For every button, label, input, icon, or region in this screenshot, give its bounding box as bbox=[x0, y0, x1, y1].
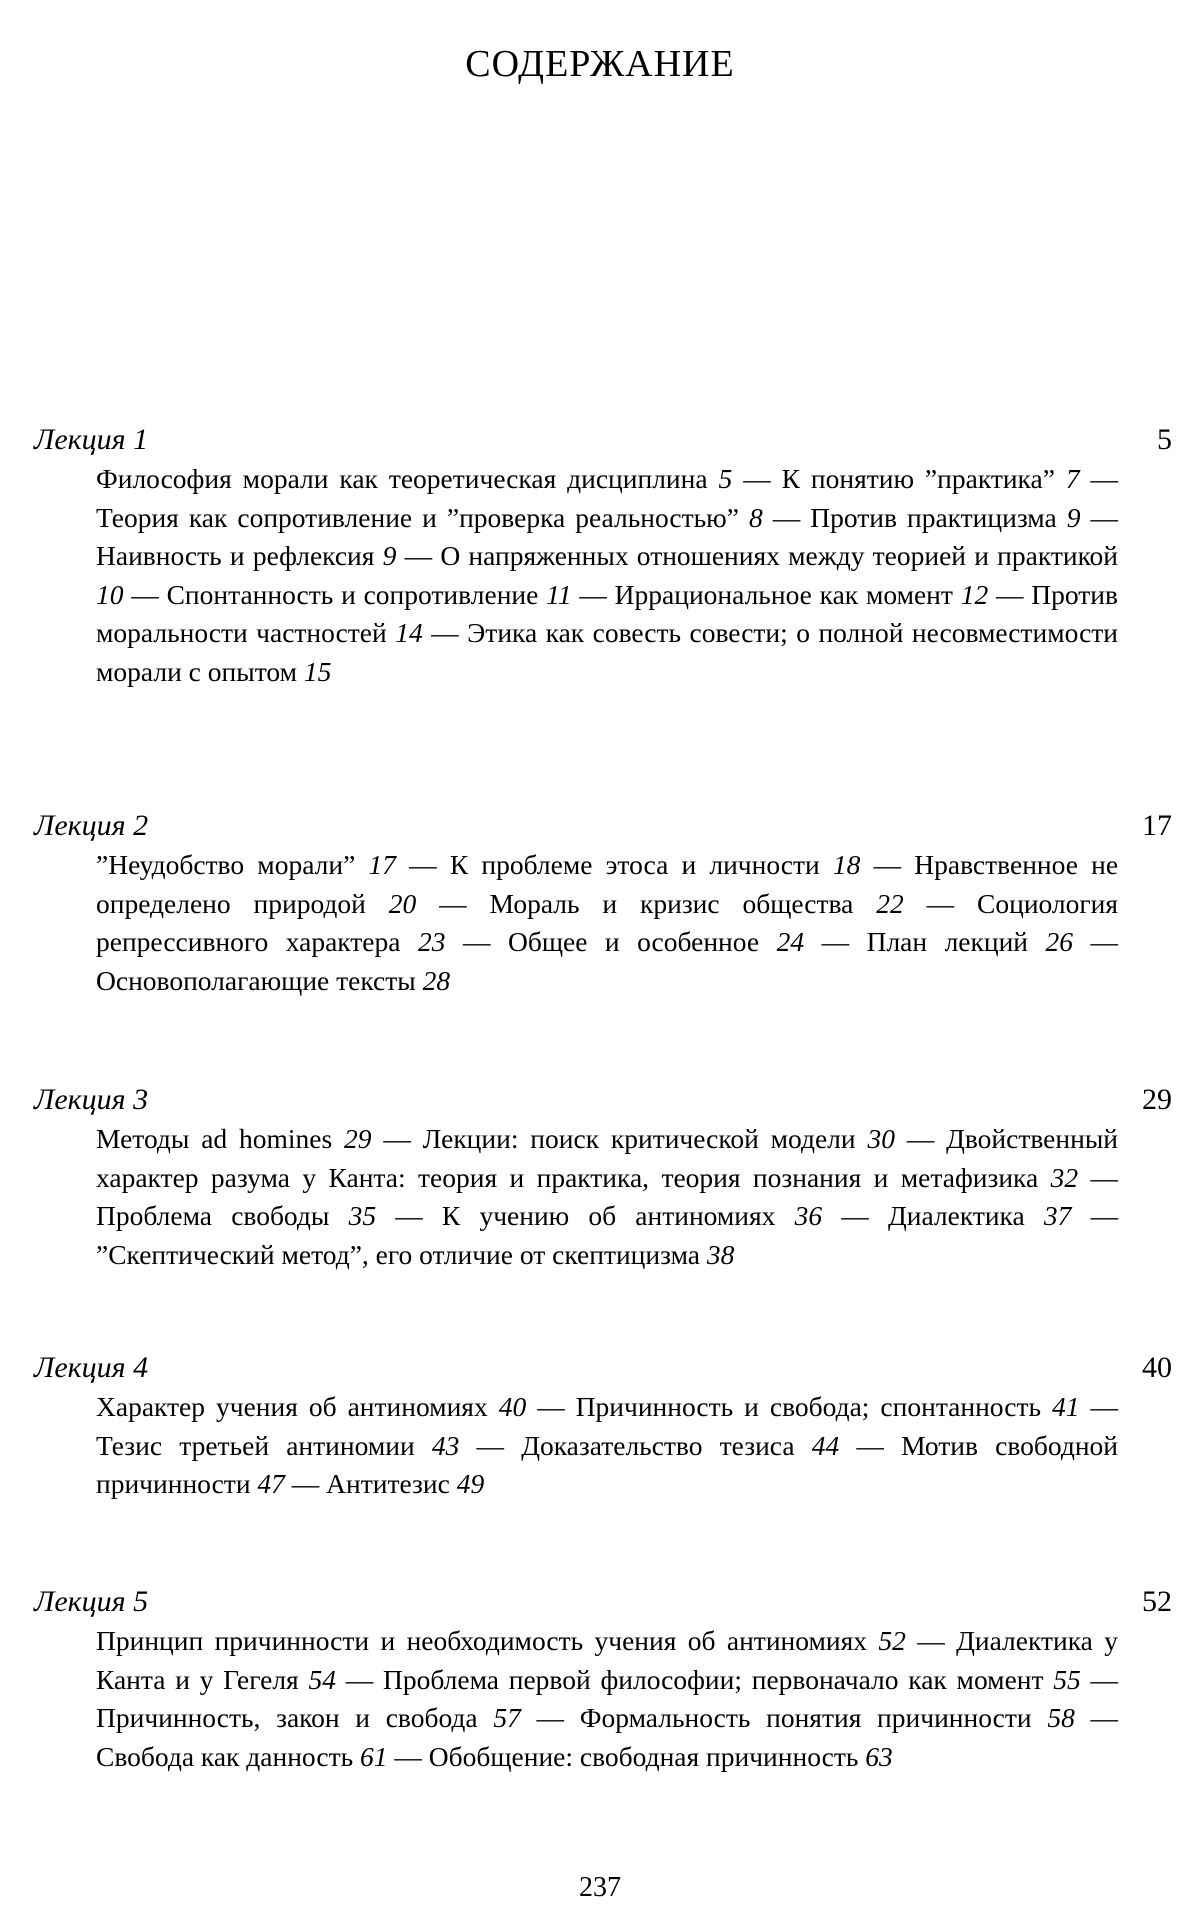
topic-separator: — bbox=[822, 1200, 888, 1231]
topic-text: К понятию ”практика” bbox=[781, 463, 1055, 494]
topic-page-number: 57 bbox=[493, 1702, 521, 1733]
topic-page-number: 54 bbox=[308, 1663, 336, 1695]
topic-text: Иррациональное как момент bbox=[614, 578, 953, 610]
topic-text: Обобщение: свободная причинность bbox=[428, 1740, 859, 1772]
lecture-title: Лекция 2 bbox=[34, 809, 149, 842]
topic-text: Характер учения об антиномиях bbox=[96, 1391, 488, 1422]
lecture-title: Лекция 1 bbox=[34, 423, 149, 456]
topic-separator: — bbox=[732, 463, 782, 494]
topic-separator: — bbox=[520, 1702, 580, 1733]
topic-page-number: 38 bbox=[706, 1238, 735, 1270]
topic-text: Свобода как данность bbox=[96, 1740, 354, 1772]
topic-text: Антитезис bbox=[326, 1468, 450, 1499]
topic-page-number: 24 bbox=[776, 926, 805, 957]
topic-text: Социология репрессивного характера bbox=[96, 887, 1119, 957]
lecture-topics bbox=[96, 1388, 1118, 1504]
lecture-title: Лекция 3 bbox=[34, 1083, 149, 1116]
topic-text: План лекций bbox=[866, 926, 1029, 957]
topic-separator: — bbox=[371, 1123, 423, 1154]
topic-separator: — bbox=[1078, 1161, 1119, 1193]
topic-separator: — bbox=[903, 887, 978, 919]
topic-page-number: 12 bbox=[960, 578, 989, 610]
topic-separator: — bbox=[526, 1391, 576, 1422]
topic-page-number: 5 bbox=[718, 463, 733, 494]
topic-page-number: 14 bbox=[395, 617, 423, 648]
topic-separator: — bbox=[894, 1123, 947, 1154]
lecture-page-number: 40 bbox=[1142, 1351, 1172, 1384]
topic-page-number: 37 bbox=[1043, 1200, 1072, 1231]
topic-page-number: 44 bbox=[811, 1429, 840, 1461]
topic-page-number: 49 bbox=[456, 1468, 485, 1499]
topic-page-number: 15 bbox=[303, 655, 332, 687]
topic-page-number: 9 bbox=[382, 540, 397, 571]
topic-page-number: 7 bbox=[1065, 463, 1080, 494]
topic-text: Причинность, закон и свобода bbox=[96, 1702, 478, 1733]
topic-separator: — bbox=[1074, 1702, 1119, 1733]
topic-page-number: 35 bbox=[348, 1200, 377, 1231]
topic-page-number: 40 bbox=[498, 1391, 527, 1422]
topic-page-number: 10 bbox=[96, 578, 124, 610]
topic-page-number: 36 bbox=[794, 1200, 823, 1231]
topic-text: Против моральности частностей bbox=[96, 578, 1119, 648]
lecture-topics bbox=[96, 846, 1118, 1000]
topic-text: Диалектика bbox=[887, 1200, 1025, 1231]
topic-page-number: 41 bbox=[1052, 1391, 1080, 1422]
lecture-heading bbox=[34, 420, 1184, 460]
lecture-page-number: 52 bbox=[1142, 1585, 1172, 1618]
topic-separator: — bbox=[376, 1200, 442, 1231]
topic-text: Наивность и рефлексия bbox=[96, 540, 375, 571]
topic-text: Формальность понятия причинности bbox=[579, 1702, 1032, 1733]
topic-page-number: 55 bbox=[1053, 1663, 1081, 1695]
topic-text: Доказательство тезиса bbox=[521, 1429, 795, 1461]
topic-separator: — bbox=[445, 926, 508, 957]
topic-text: Мораль и кризис общества bbox=[489, 887, 854, 919]
topic-text: Проблема первой философии; первоначало как момент bbox=[382, 1663, 1044, 1695]
lecture-heading bbox=[34, 1582, 1184, 1622]
topic-text: К проблеме этоса и личности bbox=[449, 849, 820, 880]
topic-separator: — bbox=[1079, 1391, 1119, 1422]
lecture-entry bbox=[34, 1348, 1184, 1504]
topic-page-number: 43 bbox=[431, 1429, 460, 1461]
topic-separator: — bbox=[123, 578, 167, 610]
page-title: СОДЕРЖАНИЕ bbox=[465, 43, 735, 85]
topic-separator: — bbox=[571, 578, 615, 610]
topic-separator: — bbox=[284, 1468, 327, 1499]
topic-text: Лекции: поиск критической модели bbox=[422, 1123, 856, 1154]
topic-text: Причинность и свобода; спонтанность bbox=[575, 1391, 1042, 1422]
topic-page-number: 63 bbox=[865, 1740, 893, 1772]
topic-text: Мотив свободной причинности bbox=[96, 1429, 1119, 1499]
topic-text: Общее и особенное bbox=[507, 926, 760, 957]
lecture-page-number: 17 bbox=[1142, 809, 1172, 842]
lecture-entry bbox=[34, 1582, 1184, 1776]
topic-text: Философия морали как теоретическая дисциплина bbox=[96, 463, 708, 494]
lecture-heading bbox=[34, 1348, 1184, 1388]
topic-text: ”Неудобство морали” bbox=[96, 849, 356, 880]
topic-separator: — bbox=[1073, 926, 1119, 957]
topic-text: Принцип причинности и необходимость учения об антиномиях bbox=[96, 1625, 867, 1656]
topic-page-number: 9 bbox=[1066, 501, 1081, 533]
topic-separator: — bbox=[804, 926, 867, 957]
topic-page-number: 32 bbox=[1050, 1161, 1079, 1193]
topic-text: Основополагающие тексты bbox=[96, 964, 416, 996]
topic-page-number: 22 bbox=[876, 887, 904, 919]
topic-separator: — bbox=[762, 501, 811, 533]
topic-text: К учению об антиномиях bbox=[441, 1200, 776, 1231]
lecture-entry bbox=[34, 806, 1184, 1000]
topic-text: Теория как сопротивление и ”проверка реальностью” bbox=[96, 501, 739, 533]
topic-page-number: 23 bbox=[417, 926, 446, 957]
topic-page-number: 18 bbox=[832, 849, 861, 880]
topic-page-number: 17 bbox=[368, 849, 396, 880]
lecture-title: Лекция 4 bbox=[34, 1351, 149, 1384]
topic-page-number: 30 bbox=[867, 1123, 895, 1154]
topic-text: Диалектика у Канта и у Гегеля bbox=[96, 1625, 1118, 1695]
topic-text: Проблема свободы bbox=[96, 1200, 330, 1231]
topic-page-number: 11 bbox=[546, 578, 572, 610]
topic-separator: — bbox=[839, 1429, 902, 1461]
topic-separator: — bbox=[396, 540, 441, 571]
topic-page-number: 20 bbox=[388, 887, 417, 919]
topic-separator: — bbox=[1080, 501, 1119, 533]
topic-text: Против практицизма bbox=[810, 501, 1057, 533]
topic-text: Этика как совесть совести; о полной несовместимости морали с опытом bbox=[96, 617, 1119, 687]
topic-page-number: 52 bbox=[878, 1625, 906, 1656]
lecture-topics bbox=[96, 1622, 1118, 1776]
topic-separator: — bbox=[422, 617, 468, 648]
topic-text: ”Скептический метод”, его отличие от скептицизма bbox=[96, 1238, 701, 1270]
topic-page-number: 8 bbox=[748, 501, 763, 533]
lecture-page-number: 5 bbox=[1157, 423, 1172, 456]
topic-page-number: 28 bbox=[422, 964, 451, 996]
topic-separator: — bbox=[860, 849, 915, 880]
topic-separator: — bbox=[459, 1429, 522, 1461]
topic-page-number: 58 bbox=[1047, 1702, 1075, 1733]
lecture-title: Лекция 5 bbox=[34, 1585, 149, 1618]
topic-separator: — bbox=[1079, 463, 1119, 494]
topic-separator: — bbox=[335, 1663, 383, 1695]
topic-page-number: 29 bbox=[344, 1123, 372, 1154]
topic-page-number: 26 bbox=[1045, 926, 1074, 957]
topic-text: О напряженных отношениях между теорией и практикой bbox=[440, 540, 1119, 571]
topic-text: Методы ad homines bbox=[96, 1123, 333, 1154]
lecture-topics bbox=[96, 460, 1118, 691]
topic-text: Нравственное не определено природой bbox=[96, 849, 1119, 919]
topic-text: Тезис третьей антиномии bbox=[96, 1429, 415, 1461]
topic-separator: — bbox=[905, 1625, 957, 1656]
topic-text: Двойственный характер разума у Канта: теория и практика, теория познания и метафизика bbox=[96, 1123, 1119, 1193]
topic-text: Спонтанность и сопротивление bbox=[166, 578, 539, 610]
page-number: 237 bbox=[579, 1872, 621, 1903]
lecture-entry bbox=[34, 420, 1184, 691]
lecture-topics bbox=[96, 1120, 1118, 1274]
topic-page-number: 47 bbox=[257, 1468, 285, 1499]
topic-separator: — bbox=[1071, 1200, 1119, 1231]
lecture-entry bbox=[34, 1080, 1184, 1274]
topic-separator: — bbox=[416, 887, 490, 919]
topic-separator: — bbox=[395, 849, 450, 880]
lecture-heading bbox=[34, 1080, 1184, 1120]
lecture-heading bbox=[34, 806, 1184, 846]
topic-separator: — bbox=[988, 578, 1032, 610]
topic-separator: — bbox=[387, 1740, 429, 1772]
topic-page-number: 61 bbox=[360, 1740, 388, 1772]
lecture-page-number: 29 bbox=[1142, 1083, 1172, 1116]
topic-separator: — bbox=[1080, 1663, 1119, 1695]
